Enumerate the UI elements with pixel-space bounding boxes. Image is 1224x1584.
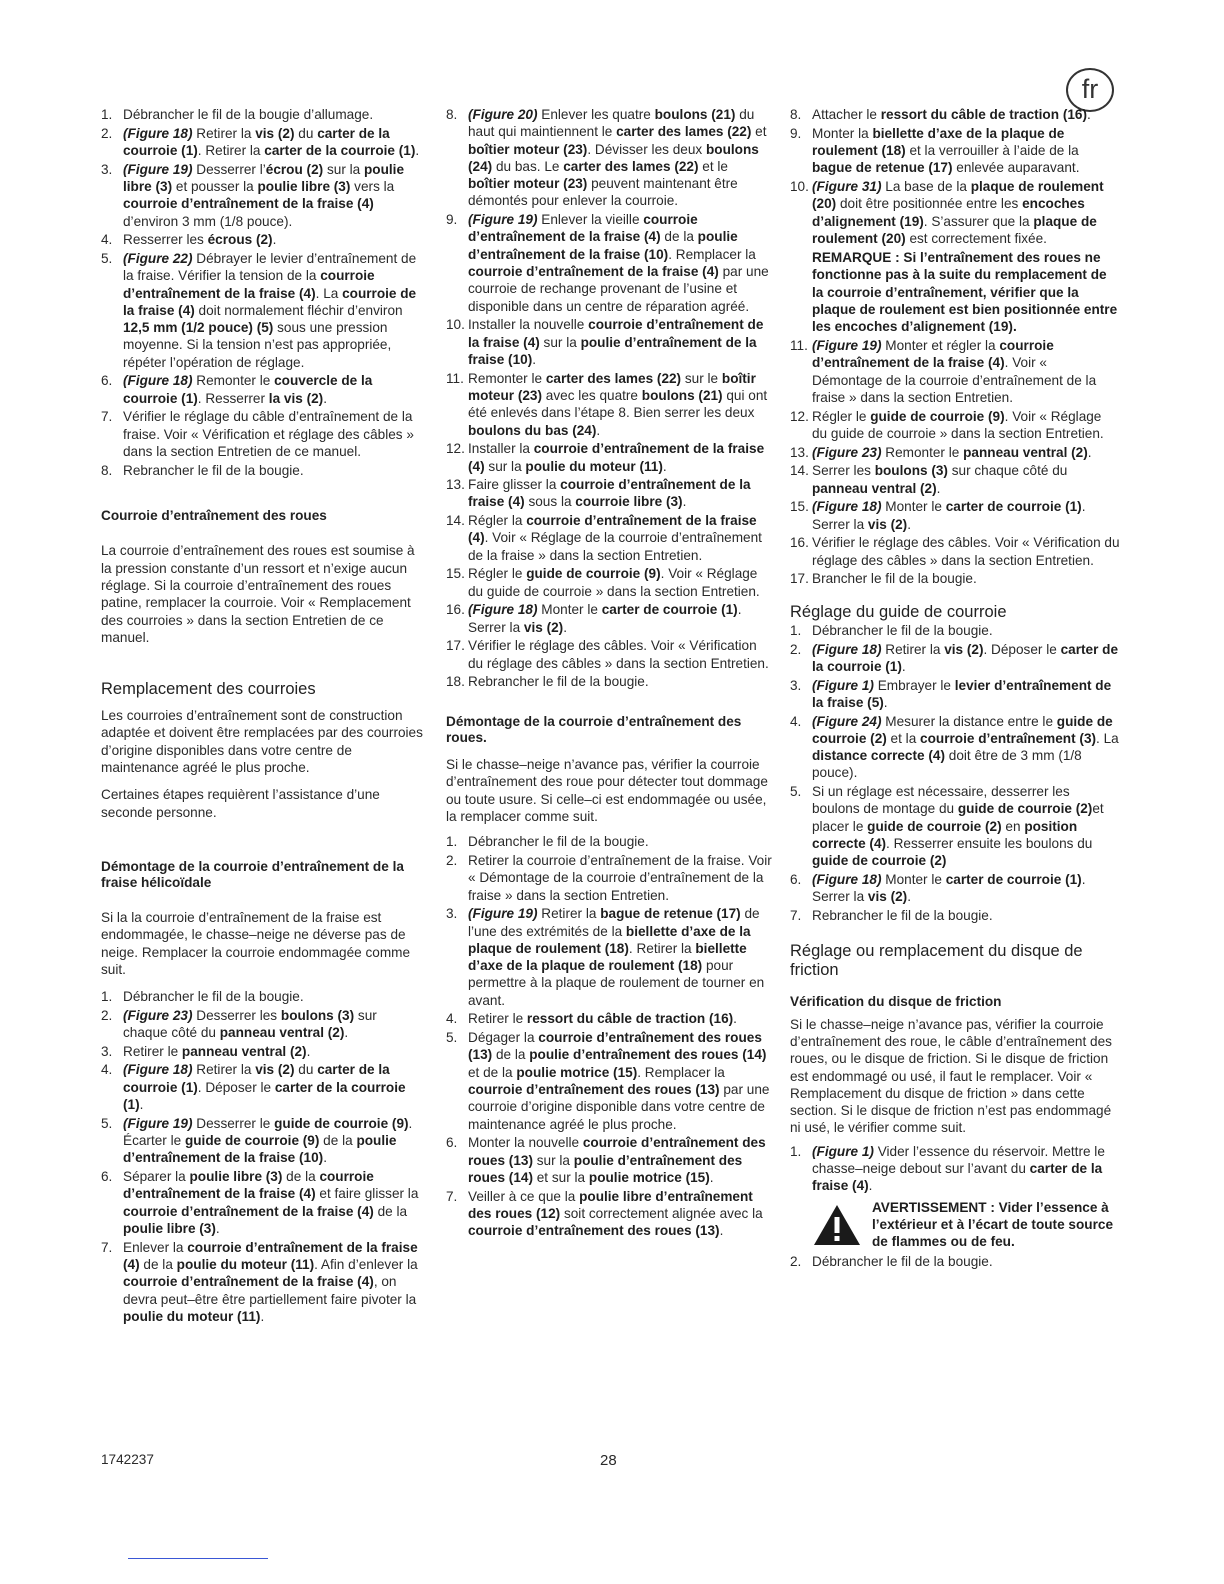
step-number: 8.: [101, 462, 113, 478]
step-text: Débrancher le fil de la bougie.: [123, 989, 304, 1005]
wheel-belt-heading: Courroie d’entraînement des roues: [101, 508, 327, 524]
step-text: Régler le guide de courroie (9). Voir « Réglage du guide de courroie » dans la section Entretien.: [468, 566, 760, 599]
friction-disc-check-heading: Vérification du disque de friction: [790, 993, 1002, 1009]
step-text: Veiller à ce que la poulie libre d’entraînement des roues (12) soit correctement alignée avec la courroie d’entraînement des roues (13).: [468, 1188, 763, 1239]
step-number: 6.: [101, 1169, 113, 1185]
step-text: Dégager la courroie d’entraînement des roues (13) de la poulie d’entraînement des roues (14) et de la poulie motrice (15). Remplacer la courroie d’entraînement des roues (13) par une courroie d’origine disponible dans votre centre de maintenance agréé le plus proche.: [468, 1030, 770, 1132]
step-text: (Figure 19) Enlever la vieille courroie d’entraînement de la fraise (4) de la poulie d’entraînement de la fraise (10). Remplacer la courroie d’entraînement de la fraise (4) par une courroie de rechange provenant de l’usine et disponible dans un centre de réparation agréé.: [468, 212, 769, 314]
list-step: [790, 462, 1120, 497]
step-number: 2.: [790, 1253, 802, 1269]
step-text: Serrer les boulons (3) sur chaque côté du panneau ventral (2).: [812, 463, 1068, 496]
step-text: Remonter le carter des lames (22) sur le boîtir moteur (23) avec les quatre boulons (21) qui ont été enlevés dans l’étape 8. Bien serrer les deux boulons du bas (24).: [468, 370, 768, 438]
list-step: [101, 988, 424, 1005]
list-step: [790, 534, 1120, 569]
step-number: 16.: [790, 535, 809, 551]
list-step: [101, 462, 424, 479]
warning-triangle-icon: [812, 1203, 862, 1247]
list-step: [446, 637, 773, 672]
step-number: 4.: [101, 232, 113, 248]
list-step: [446, 476, 773, 511]
friction-disc-step-2-list: [790, 1253, 1120, 1270]
step-number: 1.: [101, 107, 113, 122]
step-text: Régler la courroie d’entraînement de la fraise (4). Voir « Réglage de la courroie d’entraînement de la fraise » dans la section Entretien.: [468, 513, 762, 563]
step-number: 7.: [101, 409, 113, 425]
step-text: Rebrancher le fil de la bougie.: [123, 462, 304, 478]
list-step: [790, 622, 1120, 639]
step-text: (Figure 20) Enlever les quatre boulons (21) du haut qui maintiennent le carter des lames (22) et boîtier moteur (23). Dévisser les deux boulons (24) du bas. Le carter des lames (22) et le boîtier moteur (23) peuvent maintenant être démontés pour enlever la courroie.: [468, 107, 767, 209]
list-step: [790, 106, 1120, 123]
belt-guide-heading: Réglage du guide de courroie: [790, 602, 1007, 621]
step-number: 6.: [790, 872, 802, 888]
step-text: Enlever la courroie d’entraînement de la fraise (4) de la poulie du moteur (11). Afin d’enlever la courroie d’entraînement de la fraise (4), on devra peut–être être partiellement faire pivoter la poulie du moteur (11).: [123, 1239, 418, 1324]
step-text: Attacher le ressort du câble de traction (16).: [812, 107, 1091, 122]
step-text: (Figure 22) Débrayer le levier d’entraînement de la fraise. Vérifier la tension de la courroie d’entraînement de la fraise (4). La courroie de la fraise (4) doit normalement fléchir d’environ 12,5 mm (1/2 pouce) (5) sous une pression moyenne. Si la tension n’est pas appropriée, répéter l’opération de réglage.: [123, 250, 417, 370]
step-text: (Figure 1) Vider l’essence du réservoir. Mettre le chasse–neige debout sur l’avant du carter de la fraise (4).: [812, 1143, 1105, 1194]
step-number: 17.: [790, 571, 809, 587]
list-step: [446, 106, 773, 210]
warning-text: AVERTISSEMENT : Vider l’essence à l’extérieur et à l’écart de toute source de flammes ou de feu.: [872, 1199, 1114, 1250]
list-step: [446, 1010, 773, 1027]
list-step: [101, 408, 424, 460]
list-step: [446, 1134, 773, 1186]
bottom-rule: [128, 1558, 268, 1559]
wheel-belt-paragraph: La courroie d’entraînement des roues est soumise à la pression constante d’un ressort et n’exige aucun réglage. Si la courroie d’entraînement des roues patine, remplacer la courroie. Voir « Remplacement des courroies » dans la section Entretien de ce manuel.: [101, 543, 415, 645]
step-text: (Figure 31) La base de la plaque de roulement (20) doit être positionnée entre les encoches d’alignement (19). S’assurer que la plaque de roulement (20) est correctement fixée. REMARQUE : Si l’entraînement des roues ne fonctionne pas à la suite du remplacement de la courroie d’entraînement, vérifier que la plaque de roulement est bien positionnée entre les encoches d’alignement (19).: [812, 178, 1118, 335]
step-number: 3.: [101, 161, 113, 177]
step-number: 5.: [790, 784, 802, 800]
list-step: [446, 512, 773, 564]
step-number: 9.: [790, 125, 802, 141]
step-number: 8.: [790, 107, 802, 122]
step-number: 12.: [790, 408, 809, 424]
list-step: [101, 1007, 424, 1042]
step-number: 15.: [790, 499, 809, 515]
step-text: (Figure 18) Monter le carter de courroie (1). Serrer la vis (2).: [812, 872, 1086, 905]
step-text: (Figure 18) Retirer la vis (2) du carter de la courroie (1). Déposer le carter de la courroie (1).: [123, 1062, 406, 1113]
list-step: [101, 1115, 424, 1167]
step-text: (Figure 23) Remonter le panneau ventral (2).: [812, 444, 1092, 460]
step-number: 1.: [790, 622, 802, 638]
step-text: (Figure 24) Mesurer la distance entre le guide de courroie (2) et la courroie d’entraînement (3). La distance correcte (4) doit être de 3 mm (1/8 pouce).: [812, 713, 1119, 781]
wheel-belt-removal-steps-continued: [790, 106, 1120, 588]
step-text: Débrancher le fil de la bougie.: [812, 1253, 993, 1269]
auger-belt-removal-paragraph: Si la la courroie d’entraînement de la fraise est endommagée, le chasse–neige ne déverse pas de neige. Remplacer la courroie endommagée comme suit.: [101, 909, 411, 977]
list-step: [790, 408, 1120, 443]
list-step: [101, 106, 424, 123]
step-text: (Figure 19) Desserrer le guide de courroie (9). Écarter le guide de courroie (9) de la poulie d’entraînement de la fraise (10).: [123, 1115, 413, 1166]
step-number: 1.: [446, 834, 458, 850]
step-text: Resserrer les écrous (2).: [123, 232, 277, 248]
list-step: [101, 1168, 424, 1237]
fire-warning: [812, 1199, 1120, 1251]
step-text: Débrancher le fil de la bougie.: [468, 834, 649, 850]
list-step: [790, 641, 1120, 676]
wheel-belt-removal-steps: [446, 833, 773, 1239]
belt-guide-steps: [790, 622, 1120, 924]
list-step: [446, 905, 773, 1009]
belt-replacement-paragraph-2: Certaines étapes requièrent l’assistance d’une seconde personne.: [101, 787, 380, 820]
belt-replacement-heading: Remplacement des courroies: [101, 680, 316, 699]
step-text: Si un réglage est nécessaire, desserrer les boulons de montage du guide de courroie (2)et placer le guide de courroie (2) en position correcte (4). Resserrer ensuite les boulons du guide de courroie (2): [812, 784, 1104, 869]
auger-belt-removal-heading: Démontage de la courroie d’entraînement de la fraise hélicoïdale: [101, 858, 404, 890]
column-1: [101, 106, 424, 1326]
step-text: (Figure 18) Retirer la vis (2) du carter de la courroie (1). Retirer la carter de la courroie (1).: [123, 125, 420, 158]
step-text: (Figure 19) Monter et régler la courroie d’entraînement de la fraise (4). Voir « Démontage de la courroie d’entraînement de la fraise » dans la section Entretien.: [812, 338, 1097, 405]
list-step: [790, 677, 1120, 712]
step-number: 18.: [446, 674, 465, 690]
step-number: 13.: [790, 444, 809, 460]
step-text: Vérifier le réglage des câbles. Voir « Vérification du réglage des câbles » dans la section Entretien.: [468, 638, 769, 671]
list-step: [101, 250, 424, 371]
list-step: [101, 161, 424, 230]
list-step: [101, 1239, 424, 1325]
step-text: (Figure 19) Retirer la bague de retenue (17) de l’une des extrémités de la biellette d’axe de la plaque de roulement (18). Retirer la biellette d’axe de la plaque de roulement (18) pour permettre à la plaque de roulement de tourner en avant.: [468, 906, 765, 1008]
document-id: 1742237: [101, 1452, 154, 1467]
step-number: 6.: [101, 373, 113, 389]
step-number: 8.: [446, 107, 458, 122]
list-step: [446, 852, 773, 904]
step-text: Monter la nouvelle courroie d’entraînement des roues (13) sur la poulie d’entraînement des roues (14) et sur la poulie motrice (15).: [468, 1135, 766, 1185]
list-step: [101, 372, 424, 407]
list-step: [790, 570, 1120, 587]
step-text: (Figure 23) Desserrer les boulons (3) sur chaque côté du panneau ventral (2).: [123, 1007, 377, 1041]
list-step: [446, 565, 773, 600]
list-step: [446, 833, 773, 850]
step-text: Retirer le ressort du câble de traction (16).: [468, 1011, 737, 1027]
wheel-belt-removal-heading: Démontage de la courroie d’entraînement des roues.: [446, 714, 742, 746]
auger-belt-removal-steps: [101, 988, 424, 1325]
step-text: (Figure 1) Embrayer le levier d’entraînement de la fraise (5).: [812, 677, 1112, 710]
step-text: Faire glisser la courroie d’entraînement de la fraise (4) sous la courroie libre (3).: [468, 477, 751, 510]
step-number: 15.: [446, 566, 465, 582]
step-number: 7.: [101, 1239, 113, 1255]
list-step: [790, 713, 1120, 782]
language-badge: fr: [1066, 68, 1114, 112]
step-text: Vérifier le réglage des câbles. Voir « Vérification du réglage des câbles » dans la section Entretien.: [812, 535, 1120, 568]
list-step: [101, 1061, 424, 1113]
step-number: 4.: [790, 713, 802, 729]
auger-belt-removal-steps-continued: [446, 106, 773, 691]
step-number: 3.: [446, 906, 458, 922]
list-step: [446, 1188, 773, 1240]
step-text: Monter la biellette d’axe de la plaque de roulement (18) et la verrouiller à l’aide de la bague de retenue (17) enlevée auparavant.: [812, 125, 1080, 176]
list-step: [790, 125, 1120, 177]
step-text: Débrancher le fil de la bougie.: [812, 622, 993, 638]
step-number: 10.: [790, 178, 809, 194]
step-text: (Figure 19) Desserrer l’écrou (2) sur la poulie libre (3) et pousser la poulie libre (3) vers la courroie d’entraînement de la fraise (4) d’environ 3 mm (1/8 pouce).: [123, 161, 405, 229]
step-text: (Figure 18) Remonter le couvercle de la courroie (1). Resserrer la vis (2).: [123, 373, 373, 406]
step-text: Rebrancher le fil de la bougie.: [812, 908, 993, 924]
step-number: 6.: [446, 1135, 458, 1151]
page-number: 28: [600, 1452, 617, 1469]
auger-belt-adjust-steps: [101, 106, 424, 479]
friction-disc-step-1-list: [790, 1143, 1120, 1195]
list-step: [790, 783, 1120, 869]
step-number: 5.: [101, 1115, 113, 1131]
step-number: 5.: [446, 1030, 458, 1046]
step-number: 10.: [446, 317, 465, 333]
step-number: 2.: [446, 852, 458, 868]
step-text: Retirer la courroie d’entraînement de la fraise. Voir « Démontage de la courroie d’entraînement de la fraise » dans la section Entretien.: [468, 852, 772, 903]
step-number: 14.: [446, 513, 465, 529]
step-text: Séparer la poulie libre (3) de la courroie d’entraînement de la fraise (4) et faire glisser la courroie d’entraînement de la fraise (4) de la poulie libre (3).: [123, 1169, 419, 1236]
step-number: 5.: [101, 250, 113, 266]
step-number: 12.: [446, 441, 465, 457]
step-number: 2.: [101, 1007, 113, 1023]
step-text: Rebrancher le fil de la bougie.: [468, 674, 649, 690]
step-number: 4.: [446, 1011, 458, 1027]
list-step: [790, 444, 1120, 461]
list-step: [790, 178, 1120, 336]
list-step: [446, 211, 773, 315]
step-number: 1.: [101, 989, 113, 1005]
friction-disc-step-2: [790, 1253, 1120, 1270]
list-step: [446, 673, 773, 690]
column-3: [790, 106, 1120, 1271]
step-text: Régler le guide de courroie (9). Voir « Réglage du guide de courroie » dans la section Entretien.: [812, 408, 1104, 441]
step-number: 11.: [790, 338, 808, 354]
list-step: [101, 1043, 424, 1060]
friction-disc-heading: Réglage ou remplacement du disque de friction: [790, 941, 1083, 979]
step-text: (Figure 18) Monter le carter de courroie (1). Serrer la vis (2).: [812, 499, 1086, 532]
friction-disc-step-1: [790, 1143, 1120, 1195]
wheel-belt-removal-paragraph: Si le chasse–neige n’avance pas, vérifier la courroie d’entraînement des roue pour détecter tout dommage ou toute usure. Si celle–ci est endommagée ou usée, la remplacer comme suit.: [446, 757, 768, 824]
friction-disc-paragraph: Si le chasse–neige n’avance pas, vérifier la courroie d’entraînement des roue, le câble d’entraînement des roues, ou le disque de friction. Si le disque de friction est endommagé ou usé, il faut le remplacer. Voir « Remplacement du disque de friction » dans cette section. Si le disque de friction n’est pas endommagé ni usé, le vérifier comme suit.: [790, 1016, 1112, 1136]
step-number: 7.: [790, 908, 802, 924]
step-number: 13.: [446, 477, 465, 493]
step-text: Retirer le panneau ventral (2).: [123, 1043, 311, 1059]
step-number: 4.: [101, 1062, 113, 1078]
list-step: [446, 440, 773, 475]
step-number: 7.: [446, 1188, 458, 1204]
list-step: [101, 125, 424, 160]
belt-replacement-paragraph-1: Les courroies d’entraînement sont de construction adaptée et doivent être remplacées par des courroies d’origine disponibles dans votre centre de maintenance agréé le plus proche.: [101, 708, 423, 776]
step-number: 3.: [101, 1043, 113, 1059]
step-text: (Figure 18) Retirer la vis (2). Déposer le carter de la courroie (1).: [812, 641, 1119, 674]
list-step: [790, 907, 1120, 924]
step-number: 3.: [790, 677, 802, 693]
list-step: [101, 231, 424, 248]
step-number: 1.: [790, 1143, 802, 1159]
list-step: [446, 316, 773, 368]
step-text: Installer la courroie d’entraînement de la fraise (4) sur la poulie du moteur (11).: [468, 441, 765, 474]
list-step: [446, 1029, 773, 1133]
step-number: 2.: [101, 125, 113, 141]
list-step: [790, 337, 1120, 406]
list-step: [790, 871, 1120, 906]
list-step: [446, 370, 773, 439]
list-step: [446, 601, 773, 636]
step-text: Débrancher le fil de la bougie d’allumage.: [123, 107, 374, 122]
step-number: 11.: [446, 370, 464, 386]
list-step: [790, 498, 1120, 533]
step-text: Vérifier le réglage du câble d’entraînement de la fraise. Voir « Vérification et réglage des câbles » dans la section Entretien de ce manuel.: [123, 409, 414, 459]
step-number: 9.: [446, 212, 458, 228]
step-text: Brancher le fil de la bougie.: [812, 571, 977, 587]
step-text: Installer la nouvelle courroie d’entraînement de la fraise (4) sur la poulie d’entraînement de la fraise (10).: [468, 317, 764, 367]
step-number: 17.: [446, 638, 465, 654]
step-text: (Figure 18) Monter le carter de courroie (1). Serrer la vis (2).: [468, 602, 742, 635]
step-number: 2.: [790, 641, 802, 657]
step-number: 16.: [446, 602, 465, 618]
step-number: 14.: [790, 463, 809, 479]
column-2: [446, 106, 773, 1241]
